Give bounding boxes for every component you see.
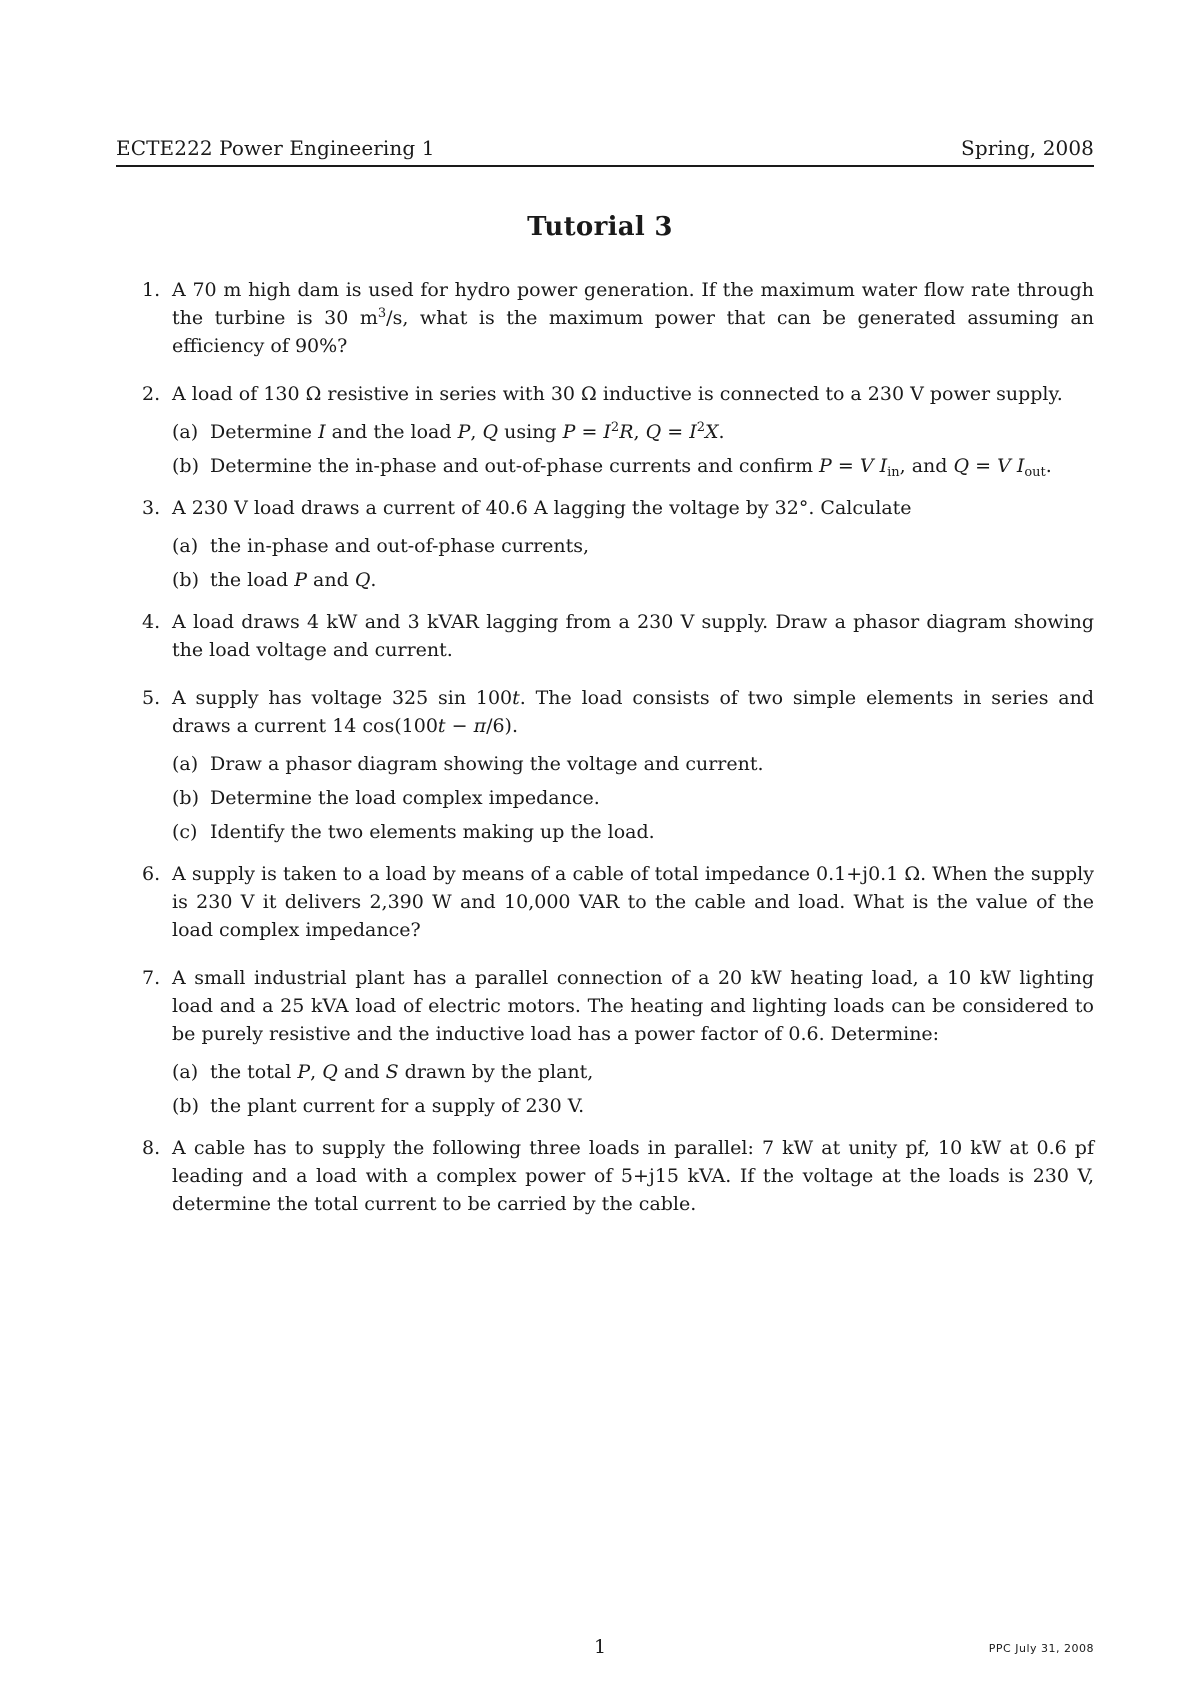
question-text: A cable has to supply the following three loads in parallel: 7 kW at unity pf, 10 kW at 0.6 pf leading and a load with a complex power of 5+j15 kVA. If the voltage at the loads is 230 V, determine the total current to be carried by the cable. [172,1137,1094,1215]
question-text: A load of 130 Ω resistive in series with 30 Ω inductive is connected to a 230 V power supply. [172,383,1063,405]
part-c [172,818,1094,846]
part-list [172,750,1094,846]
part-label: (b) [172,1095,199,1117]
question-1 [116,276,1094,360]
header-rule [116,165,1094,167]
part-text: Identify the two elements making up the load. [210,821,655,843]
question-2 [116,380,1094,480]
question-number: 7. [142,967,161,989]
question-4 [116,608,1094,664]
part-b [172,566,1094,594]
part-text: Determine the load complex impedance. [210,787,600,809]
question-3 [116,494,1094,594]
page-number: 1 [593,1636,607,1658]
question-5 [116,684,1094,846]
part-b [172,1092,1094,1120]
question-number: 5. [142,687,161,709]
question-list [116,276,1094,1218]
part-a [172,532,1094,560]
question-number: 1. [142,279,161,301]
question-text: A supply is taken to a load by means of a cable of total impedance 0.1+j0.1 Ω. When the supply is 230 V it delivers 2,390 W and 10,000 VAR to the cable and load. What is the value of the load complex impedance? [172,863,1094,941]
question-text: A 230 V load draws a current of 40.6 A lagging the voltage by 32°. Calculate [172,497,912,519]
part-text: Determine the in-phase and out-of-phase currents and confirm P = V $I_{in}$, and Q = V $I_{out}$. [210,455,1052,480]
part-list [172,1058,1094,1120]
session-label: Spring, 2008 [961,136,1094,160]
part-label: (b) [172,455,199,477]
question-text: A small industrial plant has a parallel connection of a 20 kW heating load, a 10 kW lighting load and a 25 kVA load of electric motors. The heating and lighting loads can be considered to be purely resistive and the inductive load has a power factor of 0.6. Determine: [172,967,1094,1045]
part-label: (b) [172,787,199,809]
course-title: ECTE222 Power Engineering 1 [116,136,435,160]
question-number: 4. [142,611,161,633]
part-text: the load P and Q. [210,569,377,591]
part-list [172,532,1094,594]
part-label: (a) [172,1061,199,1083]
part-text: Determine I and the load P, Q using $P = I^2R$, $Q = I^2X$. [210,420,725,443]
part-a [172,418,1094,446]
question-8 [116,1134,1094,1218]
part-label: (a) [172,535,199,557]
question-text: A supply has voltage 325 sin 100t. The load consists of two simple elements in series and draws a current 14 cos(100t − π/6). [172,687,1094,737]
part-b [172,784,1094,812]
part-text: the plant current for a supply of 230 V. [210,1095,585,1117]
part-text: the in-phase and out-of-phase currents, [210,535,590,557]
part-label: (b) [172,569,199,591]
question-number: 8. [142,1137,161,1159]
question-6 [116,860,1094,944]
question-number: 6. [142,863,161,885]
footer-stamp: PPC July 31, 2008 [988,1642,1094,1655]
question-text: A 70 m high dam is used for hydro power generation. If the maximum water flow rate through the turbine is 30 $m^3/s$, what is the maximum power that can be generated assuming an efficiency of 90%? [172,279,1094,357]
part-b [172,452,1094,480]
part-text: Draw a phasor diagram showing the voltage and current. [210,753,764,775]
part-label: (c) [172,821,198,843]
question-7 [116,964,1094,1120]
part-text: the total P, Q and S drawn by the plant, [210,1061,594,1083]
page-title: Tutorial 3 [527,212,673,242]
part-a [172,750,1094,778]
running-header [116,136,1094,160]
part-label: (a) [172,753,199,775]
part-label: (a) [172,421,199,443]
question-text: A load draws 4 kW and 3 kVAR lagging from a 230 V supply. Draw a phasor diagram showing the load voltage and current. [172,611,1094,661]
question-number: 2. [142,383,161,405]
part-list [172,418,1094,480]
part-a [172,1058,1094,1086]
question-number: 3. [142,497,161,519]
